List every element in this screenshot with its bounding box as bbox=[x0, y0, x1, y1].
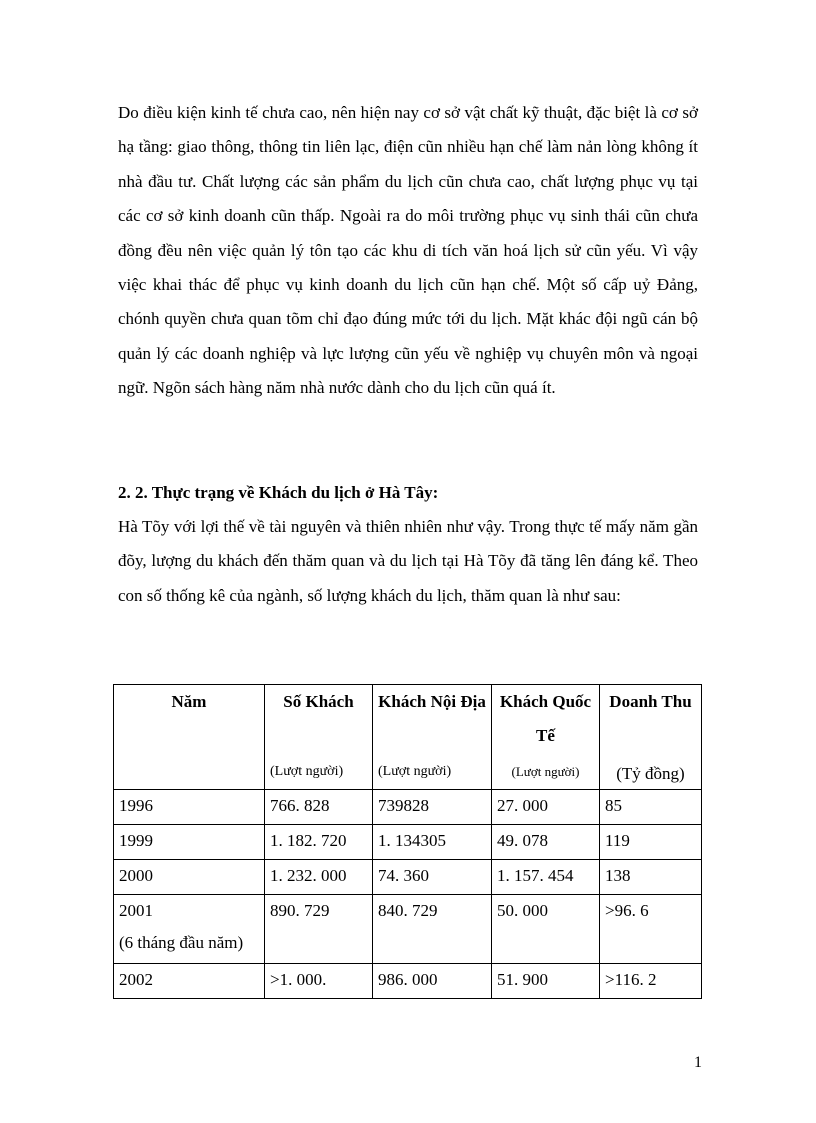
cell-total: 1. 182. 720 bbox=[265, 825, 373, 860]
header-cell-domestic bbox=[373, 685, 492, 790]
cell-year: 2002 bbox=[114, 964, 265, 999]
year-value: 2001 bbox=[119, 901, 153, 920]
cell-domestic: 74. 360 bbox=[373, 860, 492, 895]
cell-international: 51. 900 bbox=[492, 964, 600, 999]
cell-total: 1. 232. 000 bbox=[265, 860, 373, 895]
table-header-row bbox=[114, 685, 702, 790]
year-note: (6 tháng đầu năm) bbox=[119, 933, 244, 952]
cell-revenue: 85 bbox=[600, 790, 702, 825]
cell-international: 50. 000 bbox=[492, 895, 600, 964]
cell-total: 890. 729 bbox=[265, 895, 373, 964]
cell-year: 1996 bbox=[114, 790, 265, 825]
body-paragraph-2: Hà Tõy với lợi thế về tài nguyên và thiên nhiên như vậy. Trong thực tế mấy năm gần đõy, lượng du khách đến thăm quan và du lịch tại Hà Tõy đã tăng lên đáng kể. Theo con số thống kê của ngành, số lượng khách du lịch, thăm quan là như sau: bbox=[118, 517, 698, 605]
section-heading: 2. 2. Thực trạng về Khách du lịch ở Hà Tây: bbox=[118, 483, 439, 502]
cell-total: >1. 000. bbox=[265, 964, 373, 999]
tourist-statistics-table bbox=[113, 684, 702, 999]
cell-year: 2000 bbox=[114, 860, 265, 895]
header-label: Khách Quốc Tế bbox=[499, 692, 592, 745]
header-unit: (Lượt người) bbox=[511, 764, 580, 779]
table-row bbox=[114, 895, 702, 964]
header-cell-total bbox=[265, 685, 373, 790]
cell-revenue: >116. 2 bbox=[600, 964, 702, 999]
cell-revenue: 138 bbox=[600, 860, 702, 895]
table-row bbox=[114, 964, 702, 999]
header-unit: (Lượt người) bbox=[270, 764, 344, 779]
table-row bbox=[114, 825, 702, 860]
header-cell-year bbox=[114, 685, 265, 790]
cell-revenue: 119 bbox=[600, 825, 702, 860]
cell-domestic: 840. 729 bbox=[373, 895, 492, 964]
cell-international: 49. 078 bbox=[492, 825, 600, 860]
cell-domestic: 739828 bbox=[373, 790, 492, 825]
header-unit: (Tỷ đồng) bbox=[616, 764, 685, 783]
cell-international: 27. 000 bbox=[492, 790, 600, 825]
header-label: Số Khách bbox=[283, 692, 354, 711]
cell-year bbox=[114, 895, 265, 964]
body-paragraph-1: Do điều kiện kinh tế chưa cao, nên hiện nay cơ sở vật chất kỹ thuật, đặc biệt là cơ sở hạ tầng: giao thông, thông tin liên lạc, điện cũn nhiều hạn chế làm nản lòng không ít nhà đầu tư. Chất lượng các sản phẩm du lịch cũn chưa cao, chất lượng phục vụ tại các cơ sở kinh doanh cũn thấp. Ngoài ra do môi trường phục vụ sinh thái cũn chưa đồng đều nên việc quản lý tôn tạo các khu di tích văn hoá lịch sử cũn yếu. Vì vậy việc khai thác để phục vụ kinh doanh du lịch cũn hạn chế. Một số cấp uỷ Đảng, chónh quyền chưa quan tõm chỉ đạo đúng mức tới du lịch. Mặt khác đội ngũ cán bộ quản lý các doanh nghiệp và lực lượng cũn yếu về nghiệp vụ chuyên môn và ngoại ngữ. Ngõn sách hàng năm nhà nước dành cho du lịch cũn quá ít. bbox=[118, 103, 698, 398]
table-row bbox=[114, 790, 702, 825]
cell-revenue: >96. 6 bbox=[600, 895, 702, 964]
header-label: Khách Nội Địa bbox=[378, 692, 486, 711]
cell-international: 1. 157. 454 bbox=[492, 860, 600, 895]
header-label: Doanh Thu bbox=[609, 692, 692, 711]
page-number: 1 bbox=[694, 1054, 702, 1071]
header-unit: (Lượt người) bbox=[378, 764, 452, 779]
cell-domestic: 986. 000 bbox=[373, 964, 492, 999]
table-row bbox=[114, 860, 702, 895]
header-cell-international bbox=[492, 685, 600, 790]
cell-total: 766. 828 bbox=[265, 790, 373, 825]
header-cell-revenue bbox=[600, 685, 702, 790]
header-label: Năm bbox=[171, 692, 207, 711]
cell-year: 1999 bbox=[114, 825, 265, 860]
cell-domestic: 1. 134305 bbox=[373, 825, 492, 860]
